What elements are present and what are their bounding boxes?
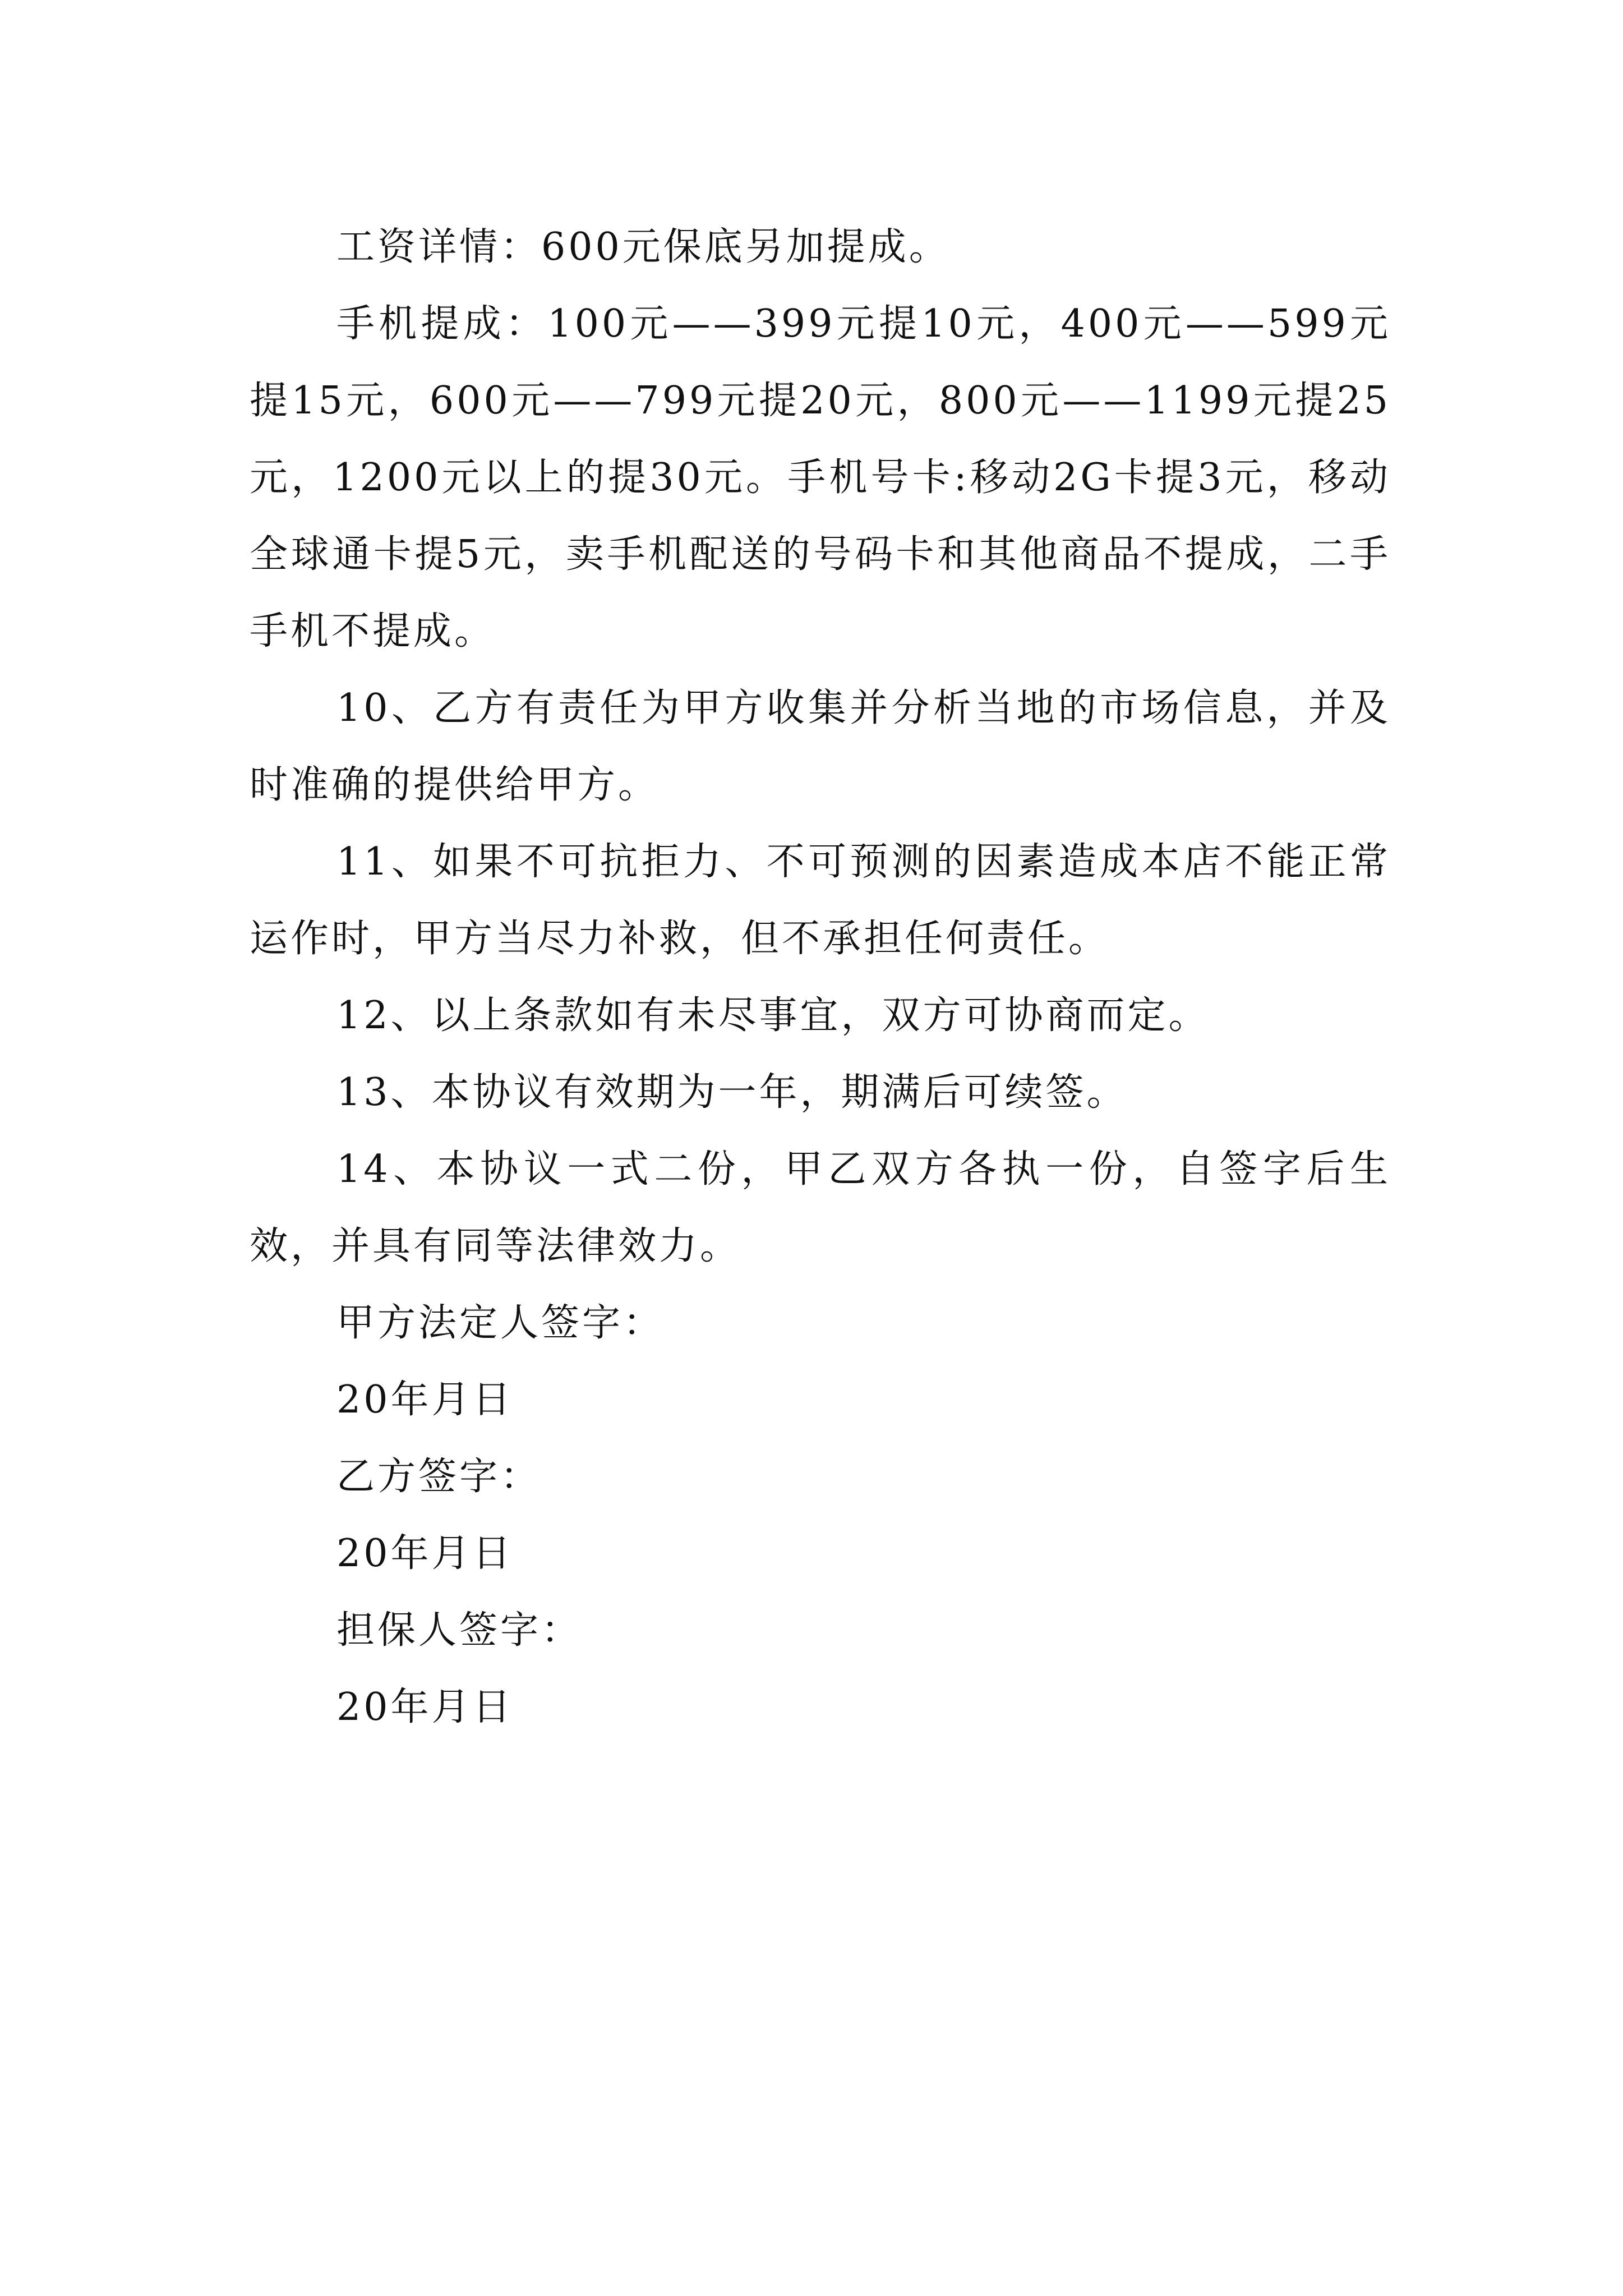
phone-commission-paragraph: 手机提成：100元——399元提10元，400元——599元提15元，600元——799元提20元，800元——1199元提25元，1200元以上的提30元。手机号卡:移动2G卡提3元，移动全球通卡提5元，卖手机配送的号码卡和其他商品不提成，二手手机不提成。: [250, 302, 1391, 654]
salary-details-paragraph: 工资详情：600元保底另加提成。: [336, 225, 950, 269]
party-a-signature-label: 甲方法定人签字：: [336, 1301, 665, 1345]
party-a-date-line: 20年月日: [336, 1378, 514, 1422]
party-b-date-line: 20年月日: [336, 1531, 514, 1576]
document-body: [250, 209, 1391, 1746]
clause-13-paragraph: 13、本协议有效期为一年，期满后可续签。: [336, 1070, 1128, 1115]
party-b-signature-label: 乙方签字：: [336, 1455, 542, 1499]
clause-11-paragraph: 11、如果不可抗拒力、不可预测的因素造成本店不能正常运作时，甲方当尽力补救，但不承担任何责任。: [250, 840, 1391, 961]
guarantor-signature-label: 担保人签字：: [336, 1608, 583, 1653]
clause-10-paragraph: 10、乙方有责任为甲方收集并分析当地的市场信息，并及时准确的提供给甲方。: [250, 686, 1391, 807]
clause-12-paragraph: 12、以上条款如有未尽事宜，双方可协商而定。: [336, 993, 1210, 1038]
clause-14-paragraph: 14、本协议一式二份，甲乙双方各执一份，自签字后生效，并具有同等法律效力。: [250, 1147, 1391, 1268]
guarantor-date-line: 20年月日: [336, 1685, 514, 1729]
